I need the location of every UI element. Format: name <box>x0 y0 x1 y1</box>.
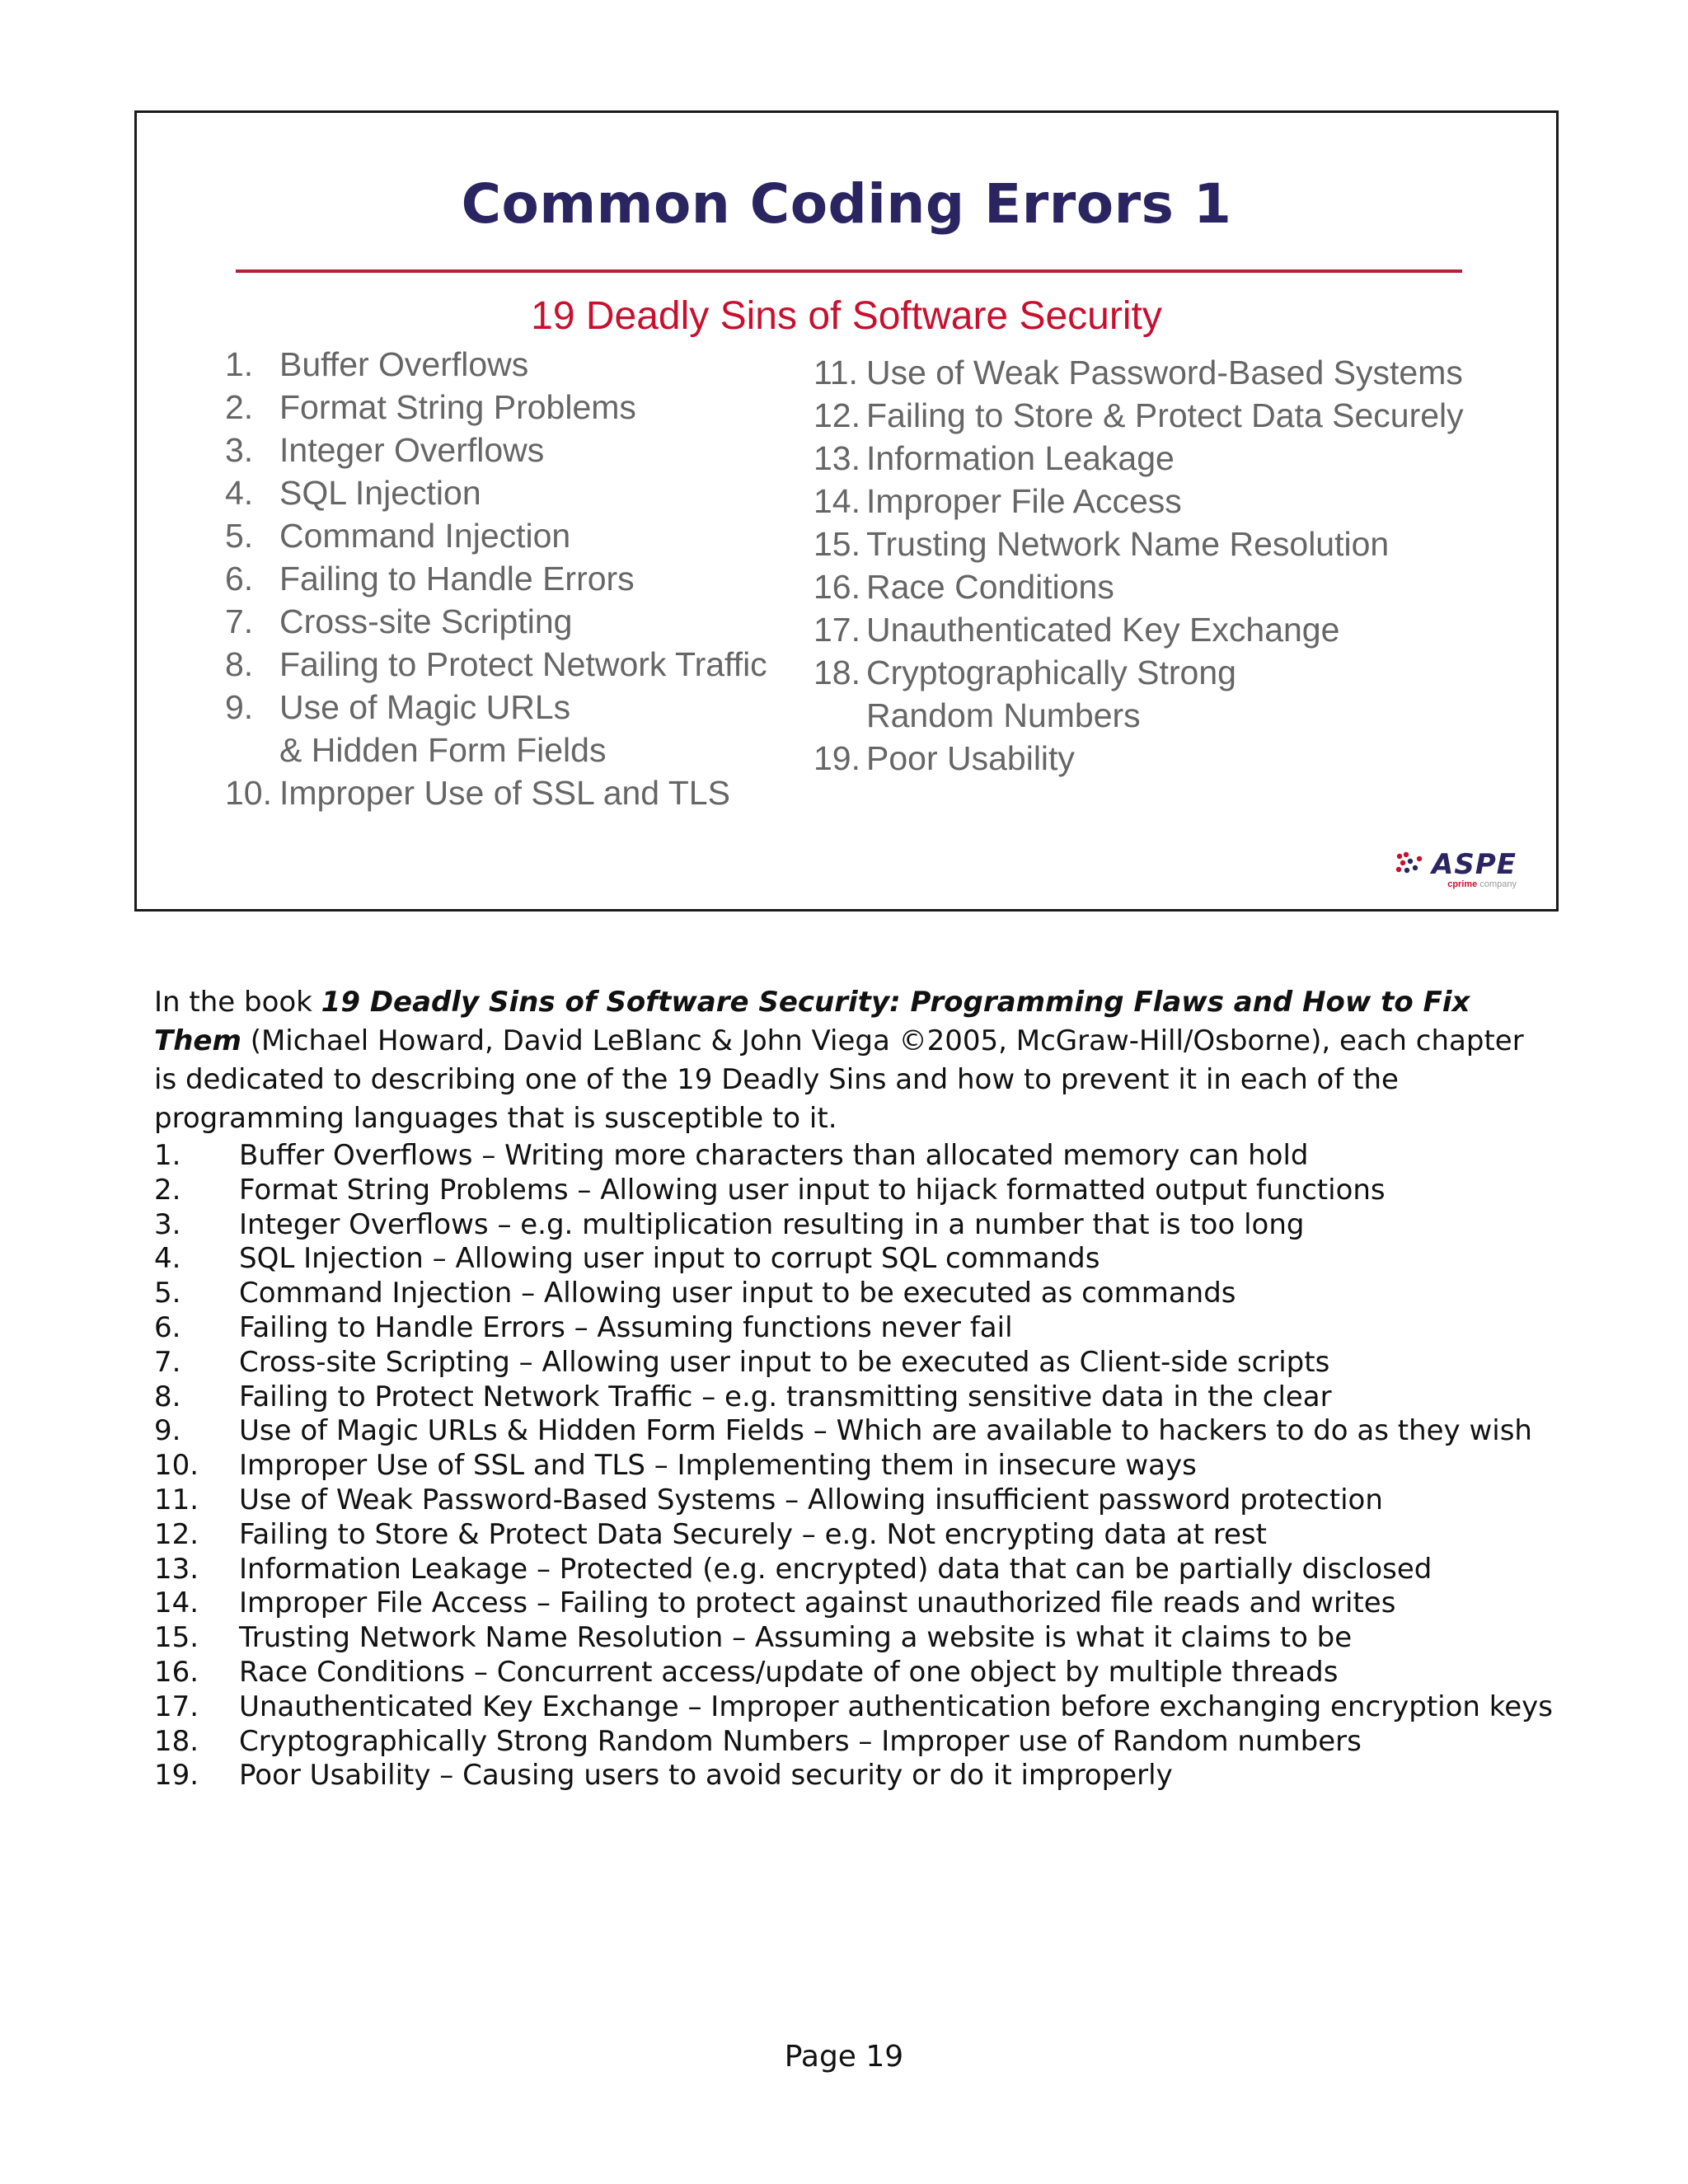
sin-description-number: 3. <box>154 1207 181 1241</box>
sin-description-item <box>154 1690 1555 1724</box>
intro-prefix: In the book <box>154 986 321 1019</box>
slide-sin-number: 6. <box>225 560 254 598</box>
slide-title: Common Coding Errors 1 <box>461 172 1232 236</box>
slide-sin-number: 3. <box>225 431 254 469</box>
sin-description-item <box>154 1552 1555 1586</box>
slide-frame <box>134 110 1559 912</box>
slide-sin-list-left <box>225 343 767 814</box>
sin-description-item <box>154 1724 1555 1759</box>
sin-description-number: 19. <box>154 1759 199 1793</box>
page-number: Page 19 <box>784 2040 904 2074</box>
sin-description-list <box>154 1138 1555 1793</box>
sin-description-number: 9. <box>154 1414 181 1448</box>
sin-description-text: Trusting Network Name Resolution – Assuming a website is what it claims to be <box>239 1621 1353 1655</box>
slide-sin-label: Cross-site Scripting <box>279 602 573 640</box>
slide-sin-label: SQL Injection <box>279 474 481 512</box>
slide-sin-number: 18. <box>814 654 860 691</box>
sin-description-text: Format String Problems – Allowing user input to hijack formatted output functions <box>239 1173 1386 1207</box>
sin-description-item <box>154 1138 1555 1173</box>
sin-description-text: Cryptographically Strong Random Numbers – Improper use of Random numbers <box>239 1724 1362 1758</box>
slide-sin-label: Failing to Handle Errors <box>279 560 635 598</box>
sin-description-text: Information Leakage – Protected (e.g. encrypted) data that can be partially disclosed <box>239 1552 1432 1586</box>
sin-description-number: 8. <box>154 1380 181 1413</box>
slide-sin-number: 7. <box>225 602 254 640</box>
slide-sin-item <box>814 394 1464 437</box>
sin-description-item <box>154 1483 1555 1517</box>
slide-sin-label: Cryptographically Strong <box>866 654 1236 691</box>
sin-description-text: Failing to Store & Protect Data Securely – e.g. Not encrypting data at rest <box>239 1517 1267 1551</box>
slide-sin-item <box>814 694 1464 737</box>
slide-sin-number: 9. <box>225 688 254 726</box>
slide-sin-item <box>225 643 767 686</box>
slide-sin-list-right <box>814 351 1464 780</box>
sin-description-item <box>154 1173 1555 1207</box>
book-title: 19 Deadly Sins of Software Security: Programming Flaws and How to Fix Them <box>154 986 1470 1057</box>
sin-description-item <box>154 1517 1555 1552</box>
sin-description-item <box>154 1413 1555 1448</box>
slide-sin-item <box>814 651 1464 694</box>
slide-sin-item <box>814 737 1464 780</box>
sin-description-number: 10. <box>154 1449 199 1483</box>
sin-description-number: 6. <box>154 1310 181 1344</box>
aspe-logo-tagline <box>1395 879 1517 889</box>
slide-sin-label: Integer Overflows <box>279 431 545 469</box>
sin-description-number: 14. <box>154 1586 199 1620</box>
sin-description-text: Buffer Overflows – Writing more characters than allocated memory can hold <box>239 1139 1309 1172</box>
aspe-dots-logo-icon <box>1395 851 1423 879</box>
slide-sin-number: 13. <box>814 439 860 477</box>
aspe-logo-text: ASPE <box>1432 848 1517 881</box>
sin-description-number: 13. <box>154 1552 199 1586</box>
sin-description-number: 17. <box>154 1690 199 1723</box>
sin-description-number: 12. <box>154 1517 199 1551</box>
sin-description-text: SQL Injection – Allowing user input to corrupt SQL commands <box>239 1242 1100 1276</box>
sin-description-text: Command Injection – Allowing user input to be executed as commands <box>239 1277 1236 1310</box>
sin-description-item <box>154 1655 1555 1690</box>
slide-sin-label: Improper File Access <box>866 482 1182 520</box>
slide-sin-label: Random Numbers <box>866 696 1141 734</box>
sin-description-item <box>154 1310 1555 1345</box>
slide-sin-item <box>814 351 1464 394</box>
slide-sin-label: Poor Usability <box>866 739 1075 777</box>
sin-description-item <box>154 1241 1555 1276</box>
sin-description-number: 4. <box>154 1242 181 1276</box>
sin-description-number: 7. <box>154 1345 181 1379</box>
sin-description-text: Failing to Protect Network Traffic – e.g. transmitting sensitive data in the clear <box>239 1380 1332 1413</box>
sin-description-item <box>154 1207 1555 1242</box>
logo-tag-rest: company <box>1479 879 1517 889</box>
sin-description-item <box>154 1620 1555 1655</box>
slide-sin-number: 8. <box>225 645 254 683</box>
sin-description-text: Improper File Access – Failing to protect against unauthorized file reads and writes <box>239 1586 1396 1620</box>
slide-divider <box>236 269 1462 273</box>
slide-sin-number: 1. <box>225 345 254 383</box>
sin-description-text: Improper Use of SSL and TLS – Implementing them in insecure ways <box>239 1449 1197 1483</box>
sin-description-item <box>154 1758 1555 1793</box>
slide-sin-label: Improper Use of SSL and TLS <box>279 774 730 812</box>
sin-description-item <box>154 1345 1555 1380</box>
slide-sin-label: Format String Problems <box>279 388 636 426</box>
slide-sin-number: 4. <box>225 474 254 512</box>
slide-sin-label: Command Injection <box>279 517 571 555</box>
sin-description-text: Race Conditions – Concurrent access/update of one object by multiple threads <box>239 1655 1339 1689</box>
sin-description-number: 18. <box>154 1724 199 1758</box>
slide-sin-item <box>225 600 767 643</box>
intro-suffix: (Michael Howard, David LeBlanc & John Viega ©2005, McGraw-Hill/Osborne), each chapter is dedicated to describing one of the 19 Deadly Sins and how to prevent it in each of the programming languages that is susceptible to it. <box>154 1024 1524 1135</box>
slide-sin-item <box>225 729 767 771</box>
slide-sin-item <box>225 386 767 429</box>
slide-sin-item <box>814 608 1464 651</box>
sin-description-text: Poor Usability – Causing users to avoid security or do it improperly <box>239 1759 1173 1793</box>
slide-sin-label: Buffer Overflows <box>279 345 529 383</box>
sin-description-number: 5. <box>154 1277 181 1310</box>
slide-sin-label: Use of Magic URLs <box>279 688 571 726</box>
slide-sin-item <box>814 523 1464 565</box>
slide-sin-label: Use of Weak Password-Based Systems <box>866 354 1463 391</box>
aspe-logo <box>1395 848 1517 889</box>
slide-sin-number: 16. <box>814 568 860 606</box>
slide-sin-item <box>814 480 1464 523</box>
slide-sin-number: 2. <box>225 388 254 426</box>
slide-sin-label: Race Conditions <box>866 568 1114 606</box>
slide-sin-label: Information Leakage <box>866 439 1175 477</box>
intro-paragraph <box>154 983 1531 1138</box>
sin-description-number: 11. <box>154 1483 199 1516</box>
slide-sin-label: Unauthenticated Key Exchange <box>866 611 1340 649</box>
slide-sin-item <box>225 471 767 514</box>
sin-description-item <box>154 1276 1555 1310</box>
sin-description-number: 15. <box>154 1621 199 1655</box>
sin-description-text: Use of Weak Password-Based Systems – Allowing insufficient password protection <box>239 1483 1383 1516</box>
slide-sin-number: 11. <box>814 354 858 391</box>
slide-sin-number: 17. <box>814 611 860 649</box>
slide-sin-item <box>225 343 767 386</box>
slide-sin-number: 12. <box>814 396 860 434</box>
sin-description-item <box>154 1380 1555 1414</box>
slide-sin-item <box>814 437 1464 480</box>
sin-description-text: Failing to Handle Errors – Assuming functions never fail <box>239 1310 1013 1344</box>
slide-sin-item <box>225 686 767 729</box>
slide-sin-number: 15. <box>814 525 860 563</box>
slide-sin-label: Failing to Store & Protect Data Securely <box>866 396 1464 434</box>
slide-sin-item <box>814 565 1464 608</box>
slide-sin-item <box>225 514 767 557</box>
sin-description-number: 2. <box>154 1173 181 1207</box>
sin-description-number: 16. <box>154 1655 199 1689</box>
slide-sin-number: 10. <box>225 774 272 812</box>
slide-sin-label: Failing to Protect Network Traffic <box>279 645 767 683</box>
slide-sin-number: 5. <box>225 517 254 555</box>
sin-description-number: 1. <box>154 1139 181 1172</box>
slide-subtitle: 19 Deadly Sins of Software Security <box>531 294 1162 338</box>
slide-sin-item <box>225 557 767 600</box>
logo-tag-brand: cprime <box>1447 879 1478 889</box>
sin-description-text: Cross-site Scripting – Allowing user input to be executed as Client-side scripts <box>239 1345 1330 1379</box>
slide-sin-label: Trusting Network Name Resolution <box>866 525 1390 563</box>
slide-sin-label: & Hidden Form Fields <box>279 731 607 769</box>
sin-description-text: Integer Overflows – e.g. multiplication resulting in a number that is too long <box>239 1207 1305 1241</box>
sin-description-text: Use of Magic URLs & Hidden Form Fields – Which are available to hackers to do as they wish <box>239 1414 1532 1448</box>
sin-description-text: Unauthenticated Key Exchange – Improper authentication before exchanging encryption keys <box>239 1690 1553 1723</box>
sin-description-item <box>154 1586 1555 1620</box>
slide-sin-item <box>225 429 767 471</box>
slide-sin-number: 14. <box>814 482 860 520</box>
slide-sin-number: 19. <box>814 739 860 777</box>
slide-sin-item <box>225 771 767 814</box>
sin-description-item <box>154 1448 1555 1483</box>
